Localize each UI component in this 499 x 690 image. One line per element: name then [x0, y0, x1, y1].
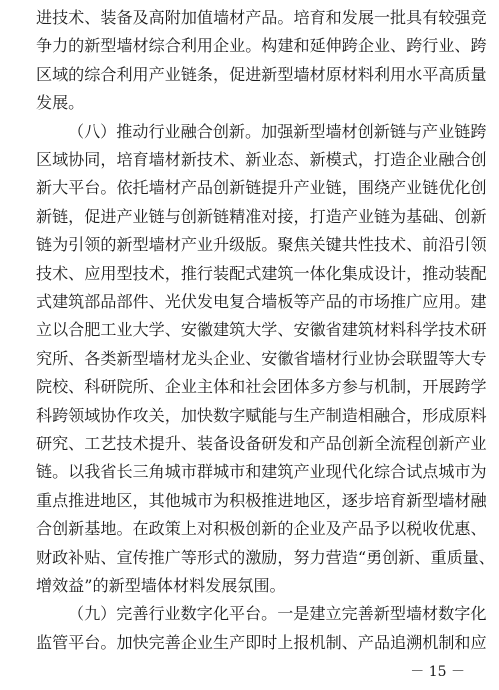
body-text-line: 院校、科研院所、企业主体和社会团体多方参与机制，开展跨学 — [36, 377, 487, 397]
body-text-line: 式建筑部品部件、光伏发电复合墙板等产品的市场推广应用。建 — [36, 292, 487, 311]
body-text-line: 财政补贴、宣传推广等形式的激励，努力营造“勇创新、重质量、 — [36, 547, 495, 567]
section-heading-line: （九）完善行业数字化平台。一是建立完善新型墙材数字化 — [68, 604, 487, 624]
section-heading-line: （八）推动行业融合创新。加强新型墙材创新链与产业链跨 — [68, 121, 487, 141]
body-text-line: 监管平台。加快完善企业生产即时上报机制、产品追溯机制和应 — [36, 632, 487, 652]
body-text-line: 立以合肥工业大学、安徽建筑大学、安徽省建筑材料科学技术研 — [36, 320, 487, 340]
body-text-line: 区域协同，培育墙材新技术、新业态、新模式，打造企业融合创 — [36, 150, 487, 169]
body-text-line: 增效益”的新型墙体材料发展氛围。 — [36, 576, 286, 595]
body-text-line: 争力的新型墙材综合利用企业。构建和延伸跨企业、跨行业、跨 — [36, 36, 487, 56]
body-text-line: 链。以我省长三角城市群城市和建筑产业现代化综合试点城市为 — [36, 462, 487, 482]
body-text-line: 区域的综合利用产业链条，促进新型墙材原材料利用水平高质量 — [36, 64, 487, 84]
body-text-line: 研究、工艺技术提升、装备设备研发和产品创新全流程创新产业 — [36, 434, 487, 453]
body-text-line: 链为引领的新型墙材产业升级版。聚焦关键共性技术、前沿引领 — [36, 235, 487, 255]
body-text-line: 究所、各类新型墙材龙头企业、安徽省墙材行业协会联盟等大专 — [36, 348, 487, 368]
body-text-line: 重点推进地区，其他城市为积极推进地区，逐步培育新型墙材融 — [36, 490, 487, 510]
body-text-line: 科跨领域协作攻关，加快数字赋能与生产制造相融合，形成原料 — [36, 405, 487, 425]
body-text-line: 新大平台。依托墙材产品创新链提升产业链，围绕产业链优化创 — [36, 178, 487, 198]
body-text-line: 进技术、装备及高附加值墙材产品。培育和发展一批具有较强竞 — [36, 8, 487, 27]
body-text-line: 新链，促进产业链与创新链精准对接，打造产业链为基础、创新 — [36, 206, 487, 226]
body-text-line: 技术、应用型技术，推行装配式建筑一体化集成设计，推动装配 — [36, 263, 487, 283]
body-text-line: 发展。 — [36, 93, 85, 113]
page-number: － 15 － — [410, 664, 465, 680]
body-text-line: 合创新基地。在政策上对积极创新的企业及产品予以税收优惠、 — [36, 519, 487, 539]
